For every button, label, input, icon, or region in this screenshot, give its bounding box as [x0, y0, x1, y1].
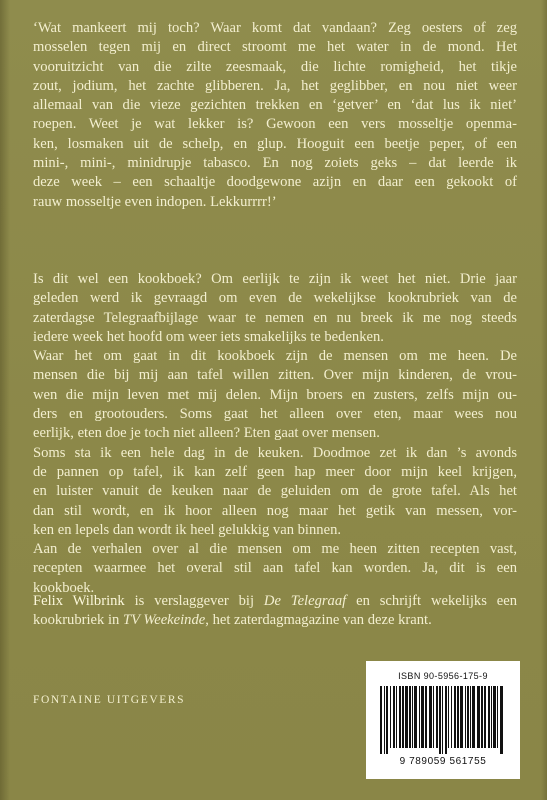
barcode-bar — [436, 686, 438, 748]
intro-line: mensen die bij mij aan tafel willen zitten. Over mijn kinderen, de vrou- — [33, 367, 517, 384]
barcode-bar — [405, 686, 408, 748]
barcode-bar — [460, 686, 463, 748]
intro-line: dan stil wordt, en ik hoor alleen nog maar het getik van messen, vor- — [33, 502, 517, 519]
edge-shadow — [541, 0, 547, 800]
intro-line: Aan de verhalen over al die mensen om me heen zitten recepten vast, — [33, 541, 517, 558]
publisher-name: FONTAINE UITGEVERS — [33, 694, 186, 706]
barcode-bar — [442, 686, 443, 754]
author-bio-line-2 — [33, 611, 517, 630]
barcode-graphic — [380, 686, 506, 754]
barcode-bar — [412, 686, 413, 748]
isbn-number: ISBN 90-5956-175-9 — [398, 671, 488, 681]
barcode-bar — [386, 686, 388, 754]
barcode-bar — [399, 686, 401, 748]
intro-line: eerlijk, eten doe je toch niet alleen? Eten gaat over mensen. — [33, 425, 380, 442]
barcode-bar — [390, 686, 391, 748]
intro-line: kookboek. — [33, 579, 95, 596]
quote-line: allemaal van die vieze gezichten trekken en ‘getver’ en ‘dat lus ik niet’ — [33, 97, 517, 114]
intro-line: Soms sta ik een hele dag in de keuken. Doodmoe zet ik dan ’s avonds — [33, 444, 517, 461]
barcode-bar — [414, 686, 417, 748]
intro-line: recepten waarmee het overal stil aan tafel kan worden. Ja, dit is een — [33, 560, 517, 577]
intro-line: en luister vanuit de keuken naar de geluiden om de grote tafel. Als het — [33, 483, 517, 500]
newspaper-title: De Telegraaf — [263, 593, 347, 609]
intro-paragraph — [33, 270, 517, 598]
author-bio-text: is verslaggever bij — [124, 593, 264, 609]
barcode-bar — [467, 686, 469, 748]
barcode-bar — [481, 686, 483, 748]
author-bio-line-1 — [33, 592, 517, 611]
barcode-bar — [488, 686, 490, 748]
quote-line: rauw mosseltje even indopen. Lekkurrrr!’ — [33, 193, 277, 210]
spine-shadow — [0, 0, 10, 800]
quote-line: ‘Wat mankeert mij toch? Waar komt dat vandaan? Zeg oesters of zeg — [33, 20, 517, 36]
barcode-bar — [402, 686, 404, 748]
barcode-bar — [419, 686, 420, 748]
author-name: Felix Wilbrink — [33, 593, 125, 609]
barcode-bar — [448, 686, 449, 748]
author-bio-text: en schrijft wekelijks een — [346, 593, 518, 609]
barcode-bar — [384, 686, 385, 754]
barcode-bar — [491, 686, 492, 748]
barcode-bar — [497, 686, 498, 748]
barcode-bar — [380, 686, 382, 754]
quote-line: deze week – een schaaltje doodgewone azijn en daar een gekookt of — [33, 174, 517, 191]
intro-line: Waar het om gaat in dit kookboek zijn de mensen om me heen. De — [33, 348, 517, 365]
barcode-bar — [470, 686, 471, 748]
quote-line: vooruitzicht van die zilte zeesmaak, die lichte romigheid, het tikje — [33, 58, 517, 75]
ean-digits: 9 789059 561755 — [399, 756, 487, 767]
barcode-bar — [500, 686, 503, 754]
magazine-title: TV Weekeinde — [122, 612, 206, 629]
barcode-bar — [451, 686, 452, 748]
intro-line: de pannen op tafel, ik kan zelf geen hap meer door mijn keel krijgen, — [33, 463, 517, 480]
barcode-bar — [429, 686, 432, 748]
quote-line: zout, jodium, het zachte glibberen. Ja, het geglibber, en nou niet weer — [33, 77, 517, 94]
barcode-bar — [393, 686, 395, 748]
quote-line: ken, losmaken uit de schelp, en glup. Hooguit een beetje peper, of een — [33, 135, 517, 152]
barcode-bar — [465, 686, 466, 748]
barcode-bar — [484, 686, 486, 748]
barcode-bar — [425, 686, 427, 748]
barcode-bar — [439, 686, 441, 754]
barcode-bar — [445, 686, 447, 754]
intro-line: wen die mijn leven met mij delen. Mijn broers en zusters, zelfs mijn ou- — [33, 386, 517, 403]
barcode-label — [366, 661, 520, 779]
barcode-bar — [472, 686, 475, 748]
barcode-bar — [421, 686, 424, 748]
quote-line: mini-, mini-, minidrupje tabasco. En nog zoiets geks – dat leerde ik — [33, 155, 517, 172]
author-bio — [33, 592, 517, 631]
intro-line: geleden werd ik gevraagd om even de wekelijkse kookrubriek van de — [33, 290, 517, 307]
intro-line: iedere week het hoofd om weer iets smakelijks te bedenken. — [33, 328, 384, 345]
intro-line: ken en lepels dan wordt ik heel gelukkig van binnen. — [33, 521, 342, 538]
author-bio-text: kookrubriek in — [33, 612, 123, 629]
barcode-bar — [477, 686, 480, 748]
quote-paragraph — [33, 19, 517, 212]
quote-line: roepen. Weet je wat lekker is? Gewoon een vers mosseltje openma- — [33, 116, 517, 133]
quote-line: mosselen tegen mij en direct stroomt me het water in de mond. Het — [33, 39, 517, 56]
barcode-bar — [409, 686, 411, 748]
barcode-bar — [493, 686, 496, 748]
barcode-bar — [454, 686, 456, 748]
author-bio-text: , het zaterdagmagazine van deze krant. — [205, 612, 432, 629]
barcode-bar — [396, 686, 397, 748]
barcode-bar — [457, 686, 459, 748]
intro-line: Is dit wel een kookboek? Om eerlijk te zijn ik weet het niet. Drie jaar — [33, 271, 517, 287]
barcode-bar — [433, 686, 434, 748]
intro-line: zaterdagse Telegraafbijlage waar te nemen en nu breek ik me nog steeds — [33, 309, 517, 326]
intro-line: ders en grootouders. Soms gaat het alleen over eten, maar wees nou — [33, 406, 517, 423]
